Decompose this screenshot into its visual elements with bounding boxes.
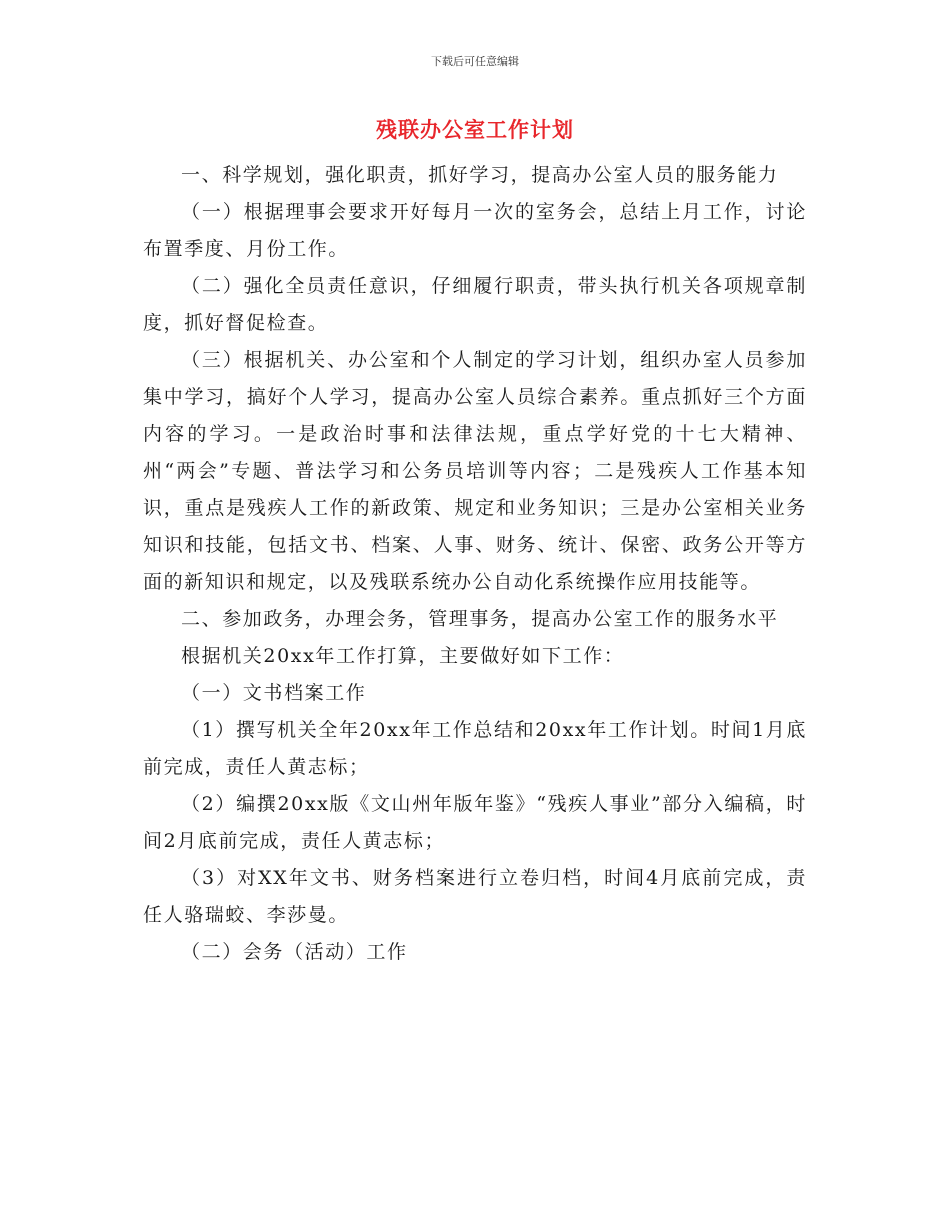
paragraph-task-3: （3）对XX年文书、财务档案进行立卷归档，时间4月底前完成，责任人骆瑞蛟、李莎曼。: [143, 867, 807, 926]
paragraph-section-2-heading: 二、参加政务，办理会务，管理事务，提高办公室工作的服务水平: [181, 608, 779, 630]
paragraph-task-1: （1）撰写机关全年20xx年工作总结和20xx年工作计划。时间1月底前完成，责任人黄志标；: [143, 719, 807, 778]
paragraph-item-1: （一）根据理事会要求开好每月一次的室务会，总结上月工作，讨论布置季度、月份工作。: [143, 201, 807, 260]
header-note: 下载后可任意编辑: [431, 55, 519, 68]
document-body: [143, 157, 807, 971]
paragraph-section-1-heading: 一、科学规划，强化职责，抓好学习，提高办公室人员的服务能力: [181, 164, 779, 186]
page-title: 残联办公室工作计划: [376, 118, 574, 142]
paragraph-item-3: （三）根据机关、办公室和个人制定的学习计划，组织办室人员参加集中学习，搞好个人学习，提高办公室人员综合素养。重点抓好三个方面内容的学习。一是政治时事和法律法规，重点学好党的十七大精神、州“两会”专题、普法学习和公务员培训等内容；二是残疾人工作基本知识，重点是残疾人工作的新政策、规定和业务知识；三是办公室相关业务知识和技能，包括文书、档案、人事、财务、统计、保密、政务公开等方面的新知识和规定，以及残联系统办公自动化系统操作应用技能等。: [143, 349, 807, 593]
paragraph-subheading-meetings: （二）会务（活动）工作: [181, 941, 408, 963]
paragraph-intro: 根据机关20xx年工作打算，主要做好如下工作：: [181, 645, 625, 667]
paragraph-task-2: （2）编撰20xx版《文山州年版年鉴》“残疾人事业”部分入编稿，时间2月底前完成，责任人黄志标；: [143, 793, 807, 852]
paragraph-subheading-documents: （一）文书档案工作: [181, 682, 367, 704]
paragraph-item-2: （二）强化全员责任意识，仔细履行职责，带头执行机关各项规章制度，抓好督促检查。: [143, 275, 807, 334]
